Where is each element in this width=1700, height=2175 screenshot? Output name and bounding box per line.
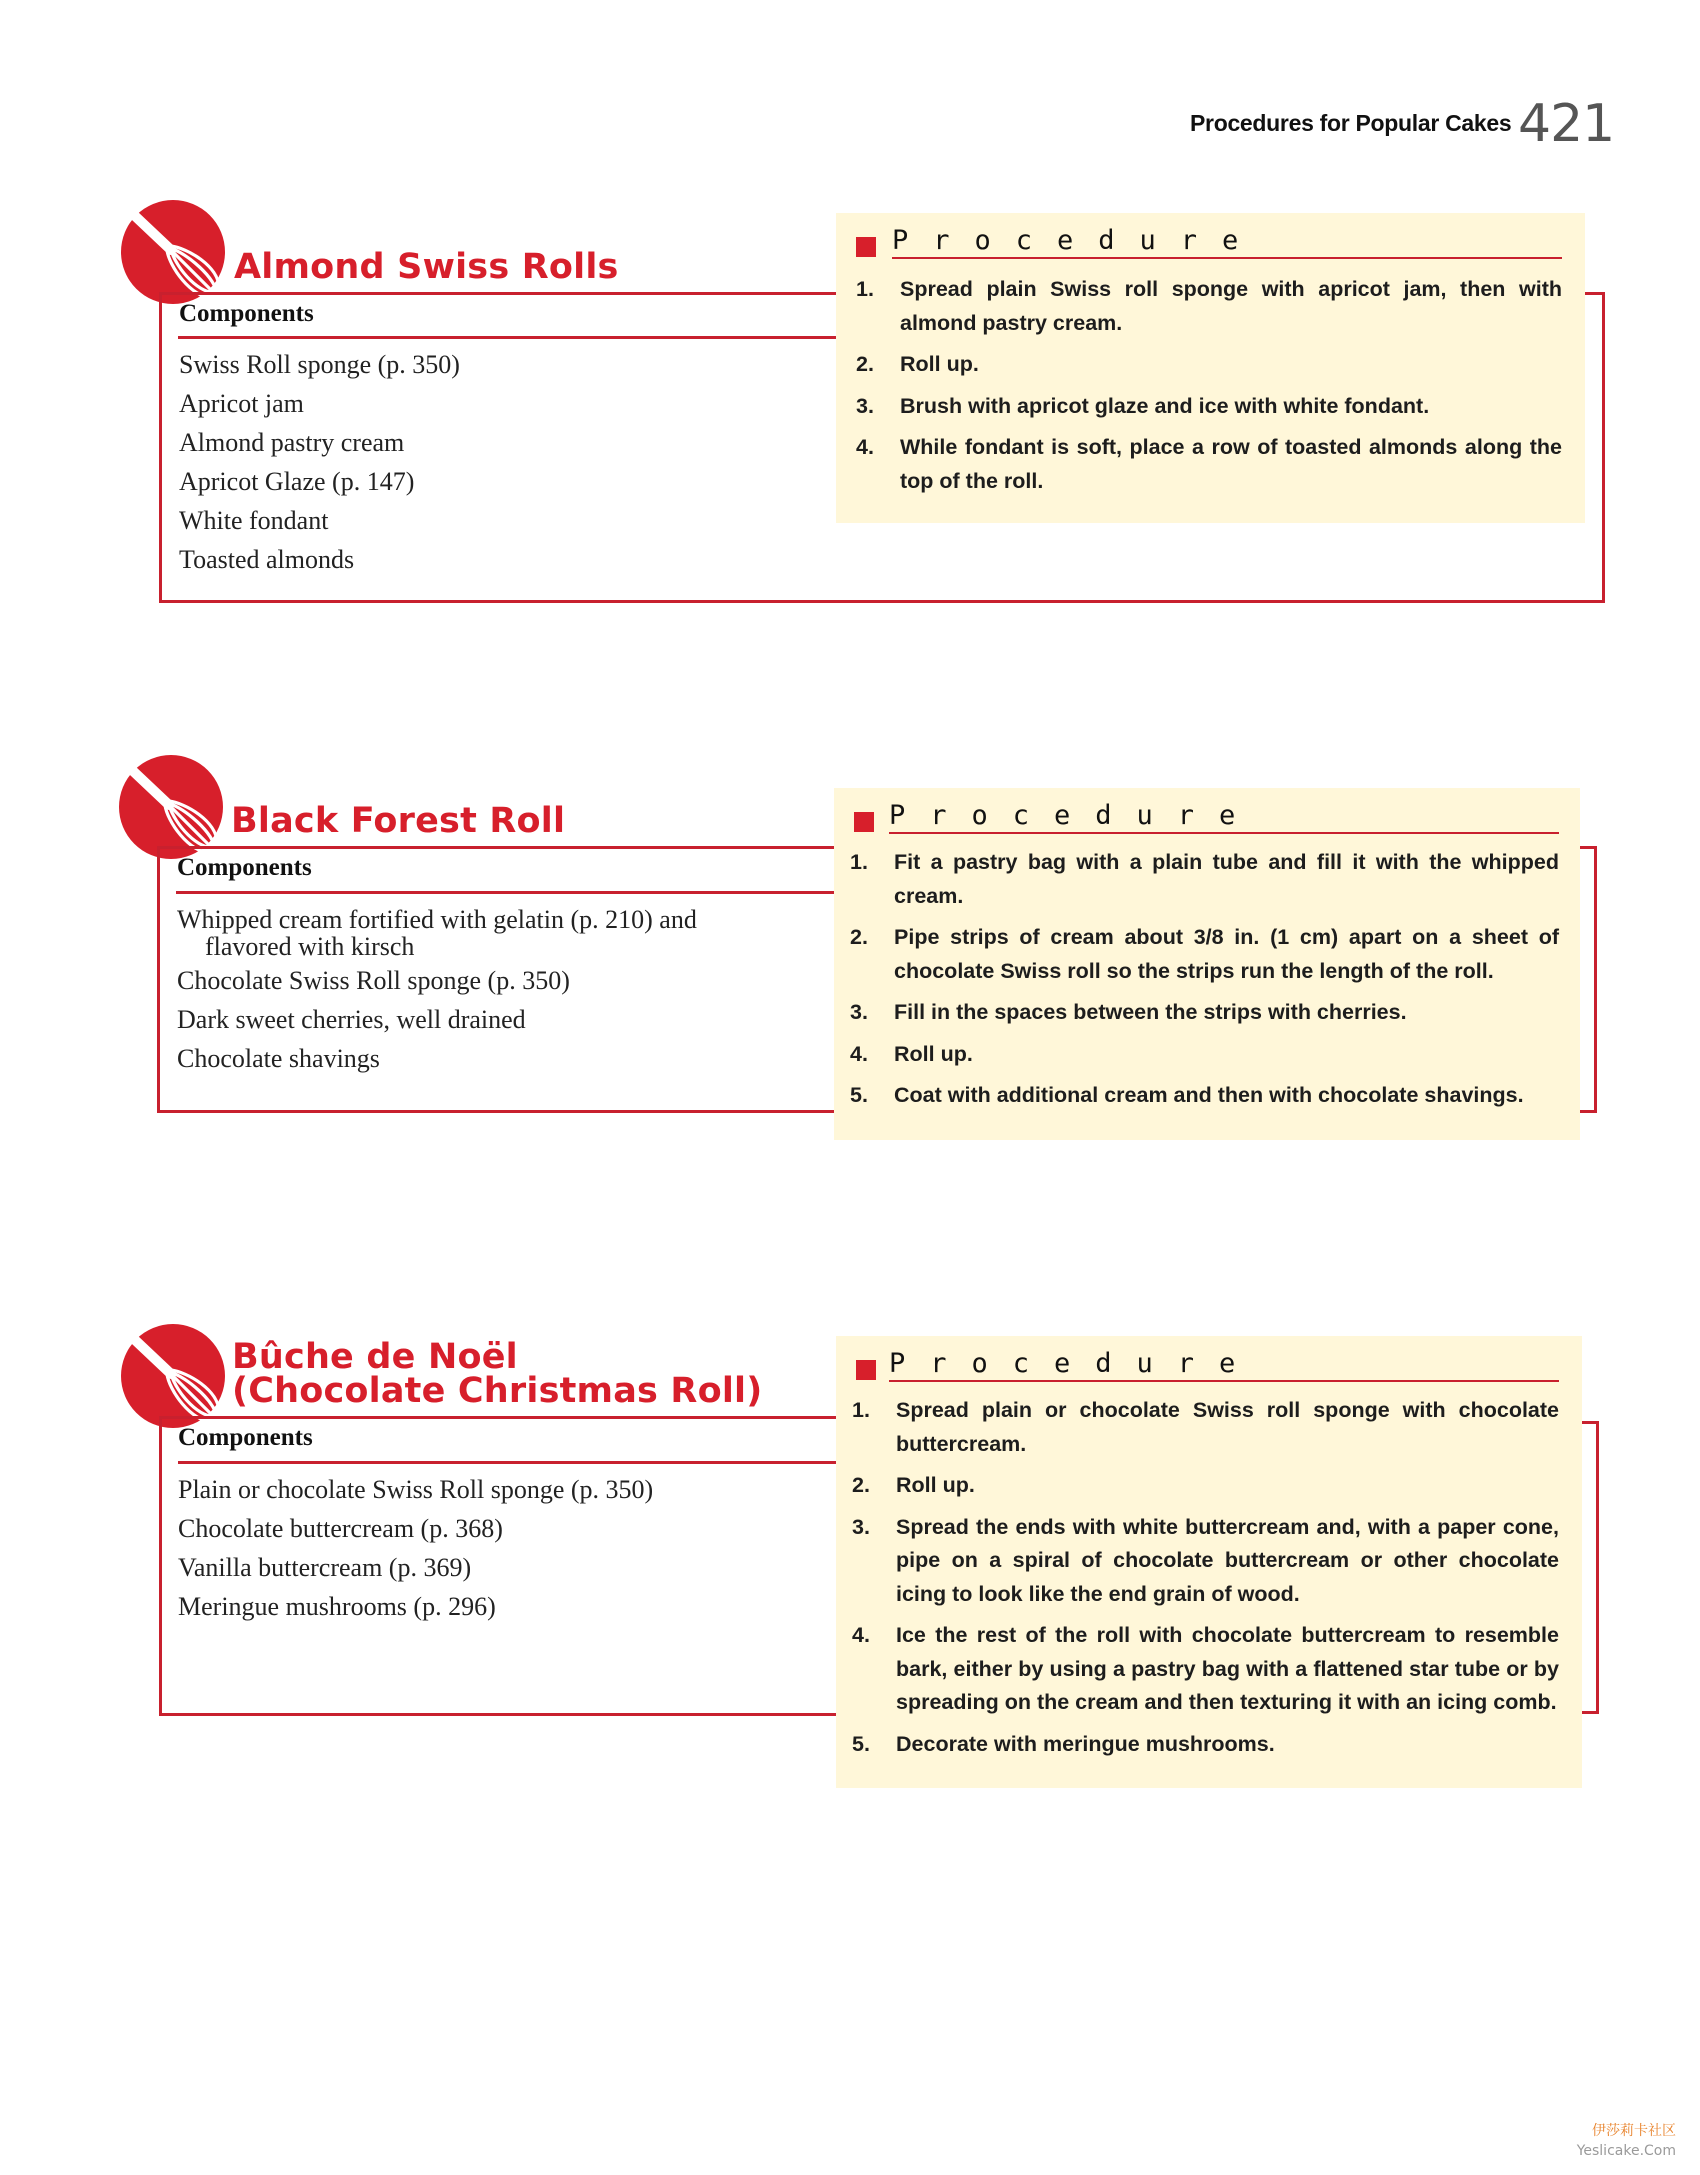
step-number: 1.	[856, 277, 874, 301]
components-heading: Components	[178, 1424, 313, 1451]
step-number: 4.	[850, 1041, 868, 1066]
procedure-step	[852, 1469, 1559, 1503]
procedure-steps	[852, 1394, 1559, 1769]
component-item: Vanilla buttercream (p. 369)	[178, 1553, 472, 1582]
whisk-icon	[119, 755, 223, 859]
step-text: Pipe strips of cream about 3/8 in. (1 cm) apart on a sheet of chocolate Swiss roll so the strips run the length of the roll.	[894, 925, 1559, 983]
whisk-icon	[121, 1324, 225, 1428]
component-item: Dark sweet cherries, well drained	[177, 1005, 526, 1034]
procedure-steps	[856, 273, 1562, 506]
component-item: Toasted almonds	[179, 545, 355, 574]
frame-right-tick-bottom	[1582, 1711, 1599, 1714]
frame-right-tick	[1582, 1421, 1599, 1424]
components-heading: Components	[177, 854, 312, 881]
step-text: Roll up.	[894, 1041, 973, 1066]
procedure-heading: Procedure	[889, 800, 1261, 831]
whisk-icon	[121, 200, 225, 304]
frame-bottom	[159, 600, 1605, 603]
procedure-rule	[889, 832, 1559, 834]
components-list	[179, 345, 460, 579]
frame-bottom	[159, 1713, 836, 1716]
step-number: 5.	[850, 1083, 868, 1107]
frame-right-tick-bottom	[1580, 1110, 1597, 1113]
step-number: 2.	[856, 352, 874, 376]
frame-right-tick	[1580, 846, 1597, 849]
step-text: Ice the rest of the roll with chocolate buttercream to resemble bark, either by using a pastry bag with a flattened star tube or by spreading on the cream and then texturing it with an icing comb.	[896, 1623, 1559, 1714]
component-item: Swiss Roll sponge (p. 350)	[179, 350, 460, 379]
procedure-rule	[892, 257, 1562, 259]
components-heading: Components	[179, 300, 314, 327]
procedure-step	[856, 273, 1562, 340]
recipe-title-line: (Chocolate Christmas Roll)	[232, 1371, 763, 1411]
component-item: Meringue mushrooms (p. 296)	[178, 1592, 496, 1621]
frame-left	[159, 292, 162, 603]
step-number: 1.	[850, 850, 868, 874]
procedure-box	[836, 213, 1585, 523]
procedure-step	[850, 1038, 1559, 1072]
red-square-icon	[856, 237, 876, 257]
step-number: 1.	[852, 1398, 870, 1422]
component-continuation: flavored with kirsch	[205, 932, 415, 961]
component-item: Apricot jam	[179, 389, 304, 418]
procedure-step	[852, 1619, 1559, 1720]
step-text: Brush with apricot glaze and ice with white fondant.	[900, 393, 1430, 418]
frame-left	[157, 846, 160, 1113]
procedure-heading: Procedure	[892, 225, 1264, 256]
component-item: Plain or chocolate Swiss Roll sponge (p. 350)	[178, 1475, 654, 1504]
title-rule	[160, 1416, 836, 1419]
component-item	[177, 900, 697, 961]
step-text: Decorate with meringue mushrooms.	[896, 1731, 1275, 1756]
step-text: Spread plain Swiss roll sponge with apricot jam, then with almond pastry cream.	[900, 277, 1562, 335]
watermark-line: 伊莎莉卡社区	[1592, 2123, 1676, 2139]
frame-right	[1594, 846, 1597, 1113]
procedure-box	[834, 788, 1580, 1140]
step-text: Roll up.	[900, 352, 979, 376]
title-rule	[160, 292, 836, 295]
procedure-step	[850, 921, 1559, 988]
procedure-steps	[850, 846, 1559, 1121]
frame-right	[1602, 292, 1605, 603]
page-number: 421	[1518, 94, 1615, 154]
component-item: Chocolate Swiss Roll sponge (p. 350)	[177, 966, 570, 995]
component-text: Whipped cream fortified with gelatin (p. 210) and	[177, 905, 697, 934]
procedure-box	[836, 1336, 1582, 1788]
step-number: 3.	[850, 1000, 868, 1024]
recipe-title-line: Almond Swiss Rolls	[234, 247, 619, 287]
component-item: Chocolate shavings	[177, 1044, 380, 1073]
procedure-step	[850, 996, 1559, 1030]
components-rule	[178, 336, 836, 339]
components-rule	[176, 891, 834, 894]
step-number: 4.	[856, 435, 874, 459]
watermark	[1577, 2121, 1676, 2161]
recipe-title	[234, 247, 619, 287]
step-text: Spread the ends with white buttercream and, with a paper cone, pipe on a spiral of chocolate buttercream or other chocolate icing to look like the end grain of wood.	[896, 1514, 1559, 1606]
step-text: Roll up.	[896, 1473, 975, 1497]
watermark-line: Yeslicake.Com	[1576, 2143, 1676, 2159]
component-item: Almond pastry cream	[179, 428, 405, 457]
component-item: White fondant	[179, 506, 329, 535]
title-rule	[158, 846, 834, 849]
frame-right	[1596, 1421, 1599, 1714]
component-item: Chocolate buttercream (p. 368)	[178, 1514, 503, 1543]
step-text: Spread plain or chocolate Swiss roll sponge with chocolate buttercream.	[896, 1398, 1559, 1456]
step-number: 5.	[852, 1731, 870, 1756]
components-rule	[178, 1461, 836, 1464]
recipe-title	[232, 1337, 763, 1411]
procedure-rule	[889, 1380, 1559, 1382]
step-number: 2.	[850, 925, 868, 949]
recipe-title-line: Bûche de Noël	[232, 1337, 518, 1377]
step-text: Fill in the spaces between the strips with cherries.	[894, 1000, 1407, 1024]
procedure-step	[852, 1394, 1559, 1461]
procedure-step	[850, 1079, 1559, 1113]
recipe-title-line: Black Forest Roll	[231, 801, 566, 841]
procedure-heading: Procedure	[889, 1348, 1261, 1379]
step-text: Coat with additional cream and then with chocolate shavings.	[894, 1083, 1524, 1107]
step-text: Fit a pastry bag with a plain tube and fill it with the whipped cream.	[894, 850, 1559, 908]
components-list	[178, 1470, 653, 1626]
red-square-icon	[856, 1360, 876, 1380]
procedure-step	[856, 431, 1562, 498]
procedure-step	[850, 846, 1559, 913]
running-head-title: Procedures for Popular Cakes	[1190, 110, 1512, 136]
component-item: Apricot Glaze (p. 147)	[179, 467, 415, 496]
recipe-title	[231, 801, 566, 841]
procedure-step	[852, 1728, 1559, 1762]
components-list	[177, 900, 697, 1078]
frame-left	[159, 1416, 162, 1716]
step-number: 2.	[852, 1473, 870, 1497]
step-number: 3.	[852, 1514, 870, 1539]
step-number: 3.	[856, 393, 874, 418]
procedure-step	[856, 348, 1562, 382]
step-number: 4.	[852, 1623, 870, 1647]
frame-right-tick	[1585, 292, 1605, 295]
red-square-icon	[854, 812, 874, 832]
running-head	[1100, 94, 1615, 160]
frame-bottom	[157, 1110, 834, 1113]
step-text: While fondant is soft, place a row of toasted almonds along the top of the roll.	[900, 435, 1562, 493]
procedure-step	[856, 390, 1562, 424]
procedure-step	[852, 1511, 1559, 1612]
